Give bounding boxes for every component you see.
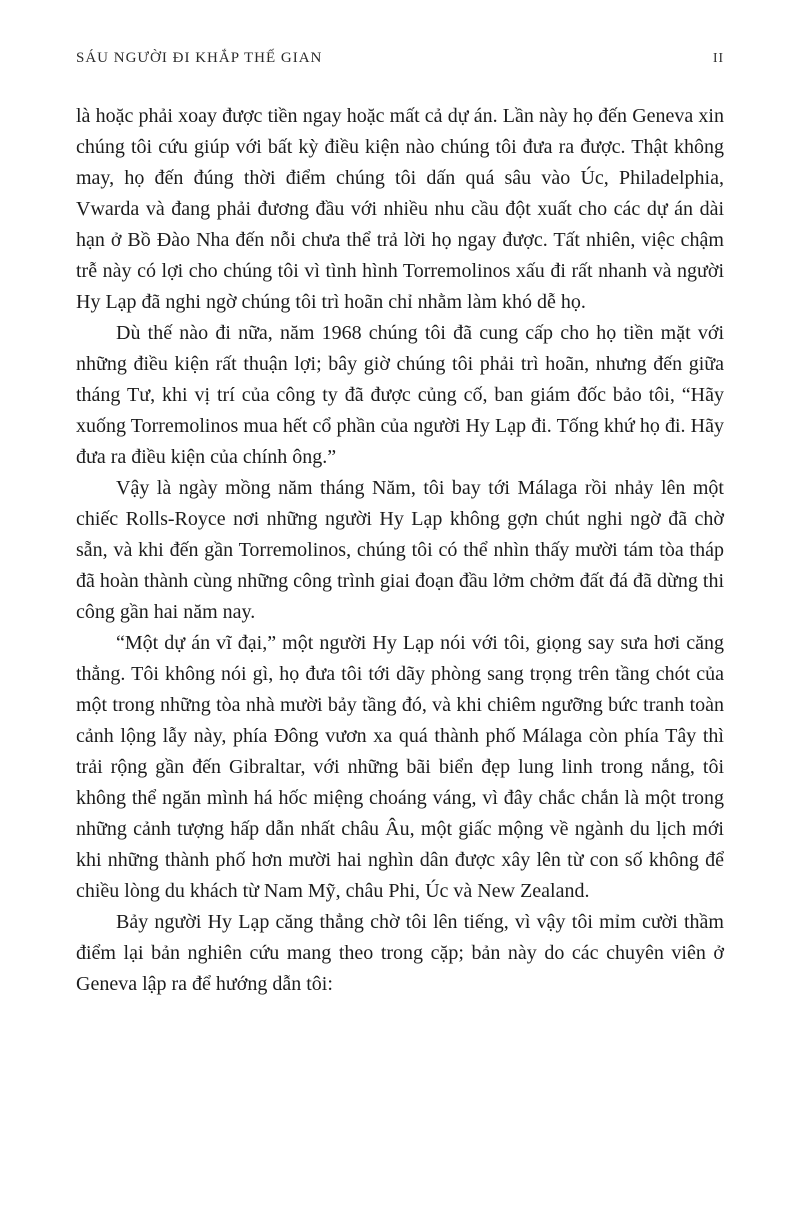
page-header <box>76 50 724 67</box>
paragraph: Bảy người Hy Lạp căng thẳng chờ tôi lên tiếng, vì vậy tôi mỉm cười thầm điểm lại bản nghiên cứu mang theo trong cặp; bản này do các chuyên viên ở Geneva lập ra để hướng dẫn tôi: <box>76 911 724 995</box>
paragraph: Dù thế nào đi nữa, năm 1968 chúng tôi đã cung cấp cho họ tiền mặt với những điều kiện rất thuận lợi; bây giờ chúng tôi phải trì hoãn, nhưng đến giữa tháng Tư, khi vị trí của công ty đã được củng cố, ban giám đốc bảo tôi, “Hãy xuống Torremolinos mua hết cổ phần của người Hy Lạp đi. Tống khứ họ đi. Hãy đưa ra điều kiện của chính ông.” <box>76 322 724 468</box>
paragraph: là hoặc phải xoay được tiền ngay hoặc mất cả dự án. Lần này họ đến Geneva xin chúng tôi cứu giúp với bất kỳ điều kiện nào chúng tôi đưa ra được. Thật không may, họ đến đúng thời điểm chúng tôi dấn quá sâu vào Úc, Philadelphia, Vwarda và đang phải đương đầu với nhiều nhu cầu đột xuất cho các dự án dài hạn ở Bồ Đào Nha đến nỗi chưa thể trả lời họ ngay được. Tất nhiên, việc chậm trễ này có lợi cho chúng tôi vì tình hình Torremolinos xấu đi rất nhanh và người Hy Lạp đã nghi ngờ chúng tôi trì hoãn chỉ nhằm làm khó dễ họ. <box>76 105 724 313</box>
page-body <box>76 101 724 1000</box>
paragraph: Vậy là ngày mồng năm tháng Năm, tôi bay tới Málaga rồi nhảy lên một chiếc Rolls-Royce nơi những người Hy Lạp không gợn chút nghi ngờ đã chờ sẵn, và khi đến gần Torremolinos, chúng tôi có thể nhìn thấy mười tám tòa tháp đã hoàn thành cùng những công trình giai đoạn đầu lởm chởm đất đá đã dừng thi công gần hai năm nay. <box>76 477 724 623</box>
running-title: SÁU NGƯỜI ĐI KHẮP THẾ GIAN <box>76 50 323 66</box>
page-number: II <box>713 50 724 65</box>
paragraph: “Một dự án vĩ đại,” một người Hy Lạp nói với tôi, giọng say sưa hơi căng thẳng. Tôi không nói gì, họ đưa tôi tới dãy phòng sang trọng trên tầng chót của một trong những tòa nhà mười bảy tầng đó, và khi chiêm ngưỡng bức tranh toàn cảnh lộng lẫy này, phía Đông vươn xa quá thành phố Málaga còn phía Tây thì trải rộng gần đến Gibraltar, với những bãi biển đẹp lung linh trong nắng, tôi không thể ngăn mình há hốc miệng choáng váng, vì đây chắc chắn là một trong những cảnh tượng hấp dẫn nhất châu Âu, một giấc mộng về ngành du lịch mới khi những thành phố hơn mười hai nghìn dân được xây lên từ con số không để chiều lòng du khách từ Nam Mỹ, châu Phi, Úc và New Zealand. <box>76 632 724 902</box>
